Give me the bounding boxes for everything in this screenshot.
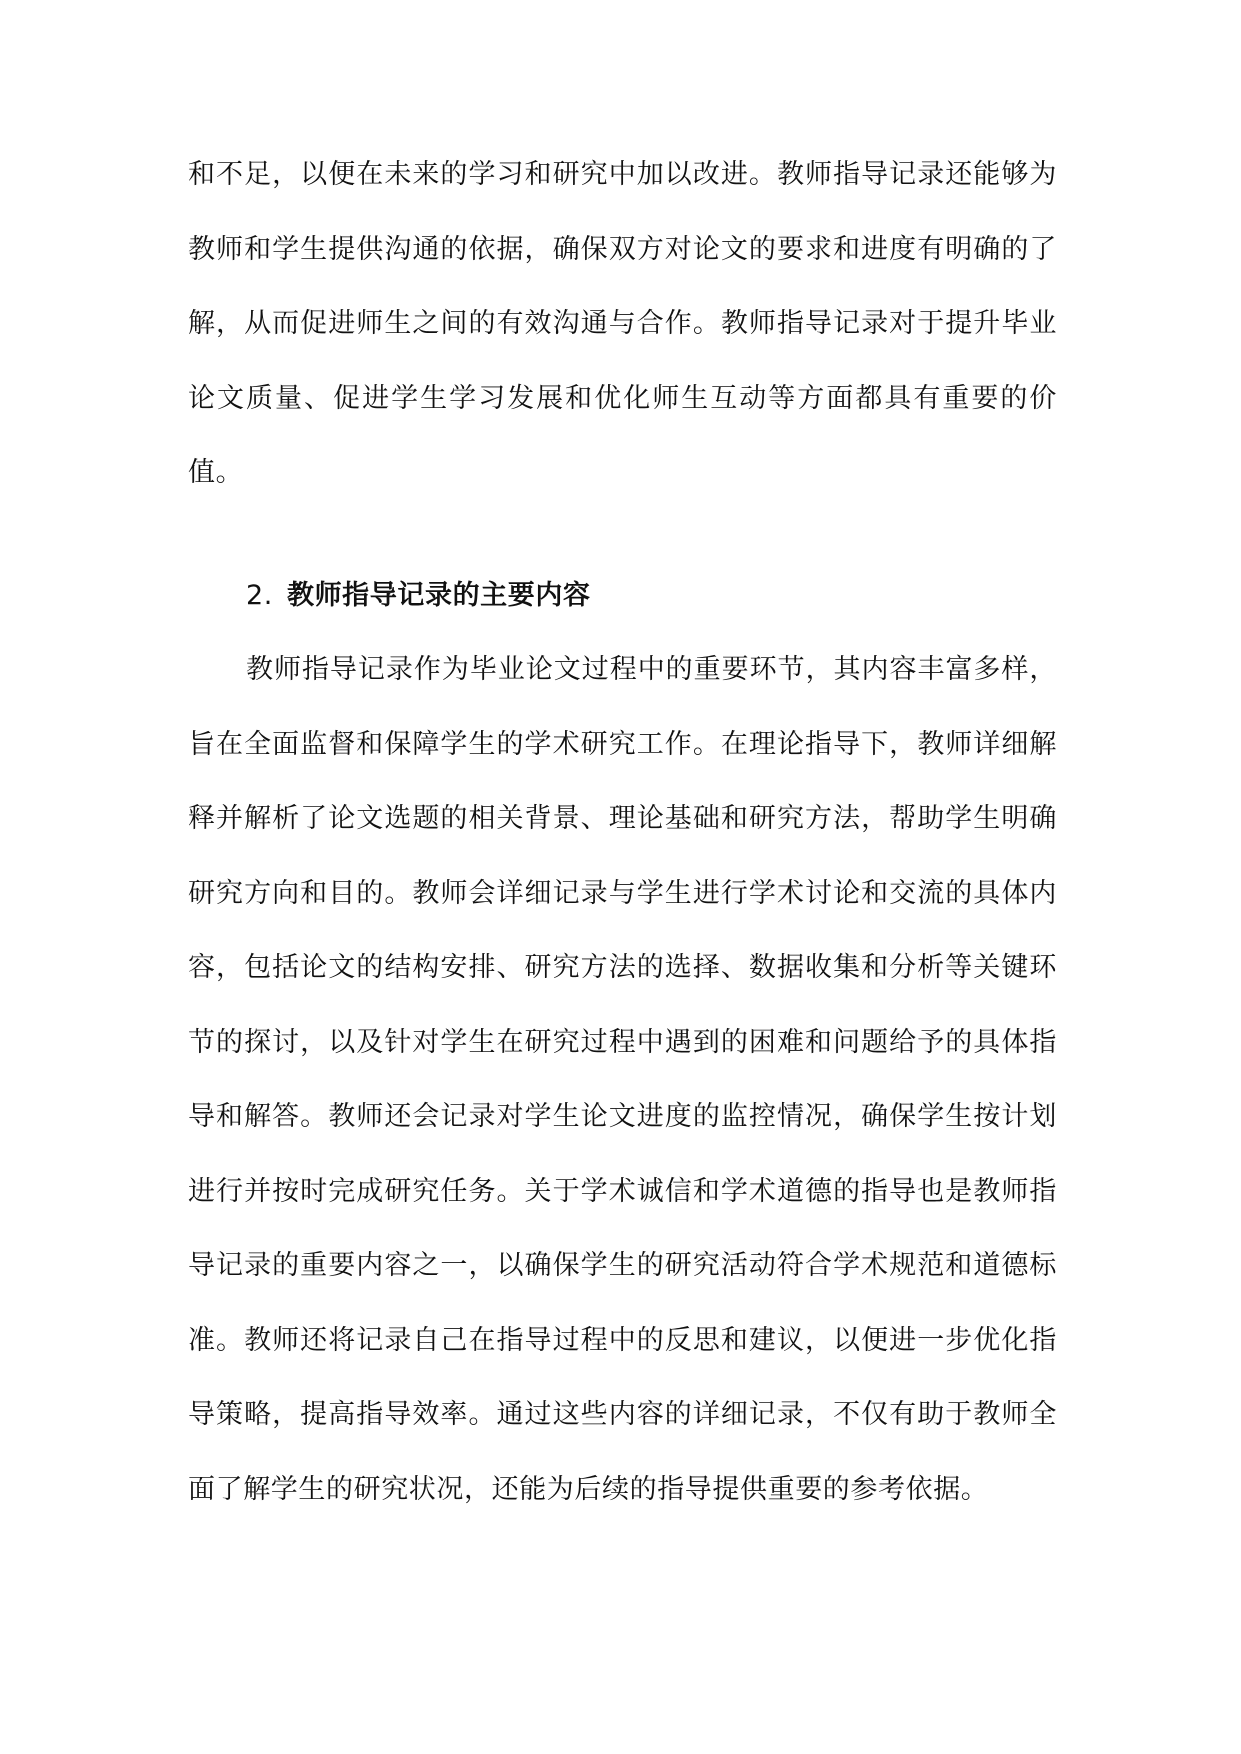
paragraph-continued: 和不足，以便在未来的学习和研究中加以改进。教师指导记录还能够为教师和学生提供沟通的依据，确保双方对论文的要求和进度有明确的了解，从而促进师生之间的有效沟通与合作。教师指导记录对于提升毕业论文质量、促进学生学习发展和优化师生互动等方面都具有重要的价值。: [188, 159, 1057, 488]
section-heading: [188, 559, 1057, 634]
section-title: 教师指导记录的主要内容: [286, 579, 591, 611]
paragraph-body: 教师指导记录作为毕业论文过程中的重要环节，其内容丰富多样，旨在全面监督和保障学生的学术研究工作。在理论指导下，教师详细解释并解析了论文选题的相关背景、理论基础和研究方法，帮助学生明确研究方向和目的。教师会详细记录与学生进行学术讨论和交流的具体内容，包括论文的结构安排、研究方法的选择、数据收集和分析等关键环节的探讨，以及针对学生在研究过程中遇到的困难和问题给予的具体指导和解答。教师还会记录对学生论文进度的监控情况，确保学生按计划进行并按时完成研究任务。关于学术诚信和学术道德的指导也是教师指导记录的重要内容之一，以确保学生的研究活动符合学术规范和道德标准。教师还将记录自己在指导过程中的反思和建议，以便进一步优化指导策略，提高指导效率。通过这些内容的详细记录，不仅有助于教师全面了解学生的研究状况，还能为后续的指导提供重要的参考依据。: [188, 654, 1057, 1505]
section-number: 2.: [246, 579, 273, 611]
